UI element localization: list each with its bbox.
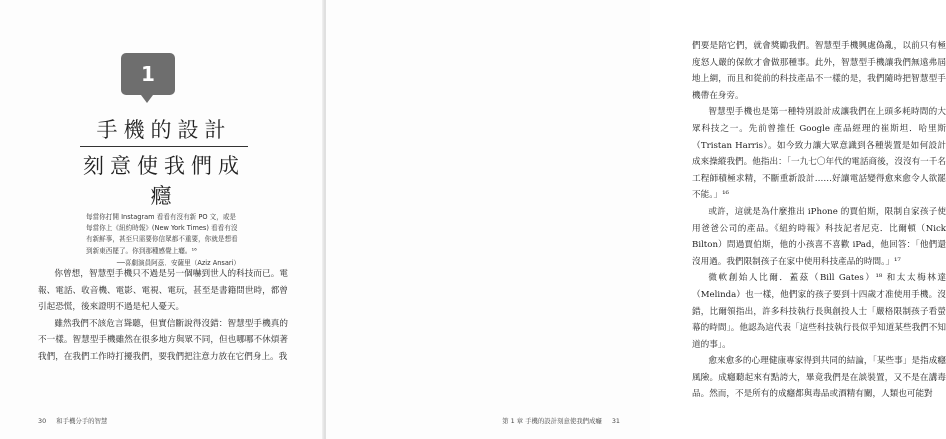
epigraph [86, 212, 240, 269]
paragraph: 智慧型手機也是第一種特別設計成讓我們在上頭多耗時間的大眾科技之一。先前曾推任 Google 產品經理的崔斯坦．哈里斯（Tristan Harris）。如今致力讓大眾意識到各種裝置是如何設計成來操縱我們。他指出：「一九七〇年代的電話商後，沒沒有一千名工程師積極求精，不斷重新設計……好讓電話變得愈來愈令人欲罷不能。」¹⁶ [692, 107, 946, 201]
paragraph: 們要是陪它們，就會獎勵我們。智慧型手機興處偽亂，以前只有極度怒人嚴的保飲才會做那種事。此外，智慧型手機讓我們無遠弗屆地上網，而且和從前的科技產品不一樣的是，我們隨時把智慧型手機帶在身旁。 [692, 41, 946, 101]
page-number-left: 30 [38, 417, 47, 425]
epigraph-attribution: ──喜劇演員阿茲．安薩里（Aziz Ansari） [116, 258, 240, 267]
chapter-number: 1 [141, 62, 155, 86]
running-chapter-right: 第 1 章 [502, 417, 524, 425]
left-body-text [38, 266, 288, 366]
chapter-title-line1: 手機的設計 [96, 118, 232, 142]
chapter-title-line2: 刻意使我們成癮 [83, 154, 245, 208]
paragraph: 微軟創始人比爾．蓋茲（Bill Gates）¹⁸ 和太太梅林達（Melinda）也一樣，他們家的孩子要到十四歲才准使用手機。沒錯，比爾領指出，許多科技執行長與創投人士「嚴格限制孩子看螢幕的時間」。他認為這代表「這些科技執行長似乎知道某些我們不知道的事」。 [692, 273, 946, 350]
paragraph: 你曾想，智慧型手機只不過是另一個嚇到世人的科技而已。電報、電話、收音機、電影、電視、電玩，甚至是書籍問世時，都曾引起恐慌，後來證明不過是杞人憂天。 [38, 269, 288, 313]
page-number-right: 31 [611, 417, 620, 425]
left-page [0, 0, 324, 439]
left-footer [38, 416, 107, 425]
running-title-left: 和手機分手的智慧 [56, 417, 108, 425]
running-title-right: 手機的設計刻意使我們成癮 [525, 417, 602, 425]
paragraph: 或許，這就是為什麼推出 iPhone 的賈伯斯，限制自家孩子使用爸爸公司的產品。《紐約時報》科技記者尼克．比爾頓（Nick Bilton）問過賈伯斯，他的小孩喜不喜歡 iPad，他回答：「他們還沒用過。我們限制孩子在家中使用科技產品的時間。」¹⁷ [692, 206, 946, 267]
right-body-text [692, 38, 946, 403]
title-divider [80, 146, 248, 147]
epigraph-text: 每當你打開 Instagram 看看有沒有新 PO 文，或是每當你上《紐約時報》(New York Times) 看看有沒有新鮮事，甚至只需要你信眾都不重要，你就是想看到新東西罷了。你到那種感覺上癮。¹⁶ [86, 213, 238, 255]
paragraph: 雖然我們不該危言聳聽，但實信斷說得沒錯：智慧型手機真的不一樣。智慧型手機雖然在很多地方與眾不同，但也哪哪不休煩著我們，在我們工作時打擾我們，要我們把注意力放在它們身上。我 [38, 318, 288, 362]
paragraph: 愈來愈多的心理健康專家得到共同的結論，「某些事」是指成癮風險。成癮聽起來有點誇大，畢竟我們是在談裝置，又不是在講毒品。然而，不是所有的成癮都與毒品或酒精有關，人類也可能對 [692, 356, 946, 400]
chapter-number-bubble [121, 53, 175, 95]
right-page [326, 0, 946, 439]
right-footer [502, 416, 620, 425]
